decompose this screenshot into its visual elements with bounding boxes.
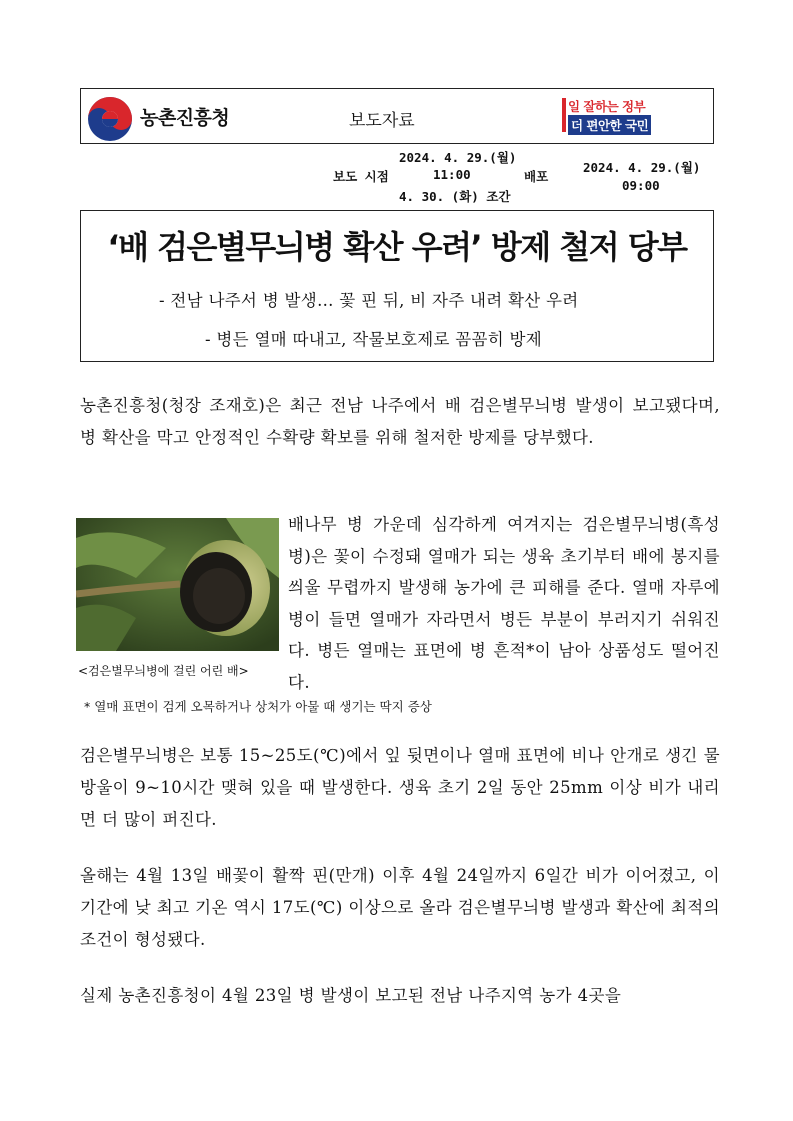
embargo-time: 11:00 (433, 167, 471, 182)
paragraph-1: 농촌진흥청(청장 조재호)은 최근 전남 나주에서 배 검은별무늬병 발생이 보고됐다며, 병 확산을 막고 안정적인 수확량 확보를 위해 철저한 방제를 당부했다. (80, 396, 720, 447)
slogan-line2: 더 편안한 국민 (568, 115, 651, 135)
embargo-morning-edition: 4. 30. (화) 조간 (399, 189, 511, 204)
subtitle-2: - 병든 열매 따내고, 작물보호제로 꼼꼼히 방제 (205, 330, 542, 349)
document-type: 보도자료 (349, 111, 415, 131)
headline: ‘배 검은별무늬병 확산 우려’ 방제 철저 당부 (107, 228, 687, 266)
slogan-logo (562, 94, 670, 138)
footnote: * 열매 표면이 검게 오목하거나 상처가 아물 때 생기는 딱지 증상 (84, 699, 432, 714)
diseased-pear-photo (76, 518, 279, 651)
paragraph-4: 올해는 4월 13일 배꽃이 활짝 핀(만개) 이후 4월 24일까지 6일간 비가 이어졌고, 이 기간에 낮 최고 기온 역시 17도(℃) 이상으로 올라 검은별무늬병 발생과 확산에 최적의 조건이 형성됐다. (80, 866, 720, 949)
agency-name: 농촌진흥청 (140, 107, 230, 129)
embargo-label: 보도 시점 (333, 169, 389, 184)
government-emblem-logo (86, 95, 134, 143)
pear-image (76, 518, 279, 651)
embargo-date: 2024. 4. 29.(월) (399, 150, 517, 165)
distribution-label: 배포 (524, 169, 549, 184)
distribution-time: 09:00 (622, 178, 660, 193)
paragraph-2: 배나무 병 가운데 심각하게 여겨지는 검은별무늬병(흑성병)은 꽃이 수정돼 열매가 되는 생육 초기부터 배에 봉지를 씌울 무렵까지 발생해 농가에 큰 피해를 준다. 열매 자루에 병이 들면 열매가 자라면서 병든 부분이 부러지기 쉬워진다. 병든 열매는 표면에 병 흔적*이 남아 상품성도 떨어진다. (288, 515, 720, 692)
subtitle-1: - 전남 나주서 병 발생… 꽃 핀 뒤, 비 자주 내려 확산 우려 (159, 291, 579, 310)
paragraph-5: 실제 농촌진흥청이 4월 23일 병 발생이 보고된 전남 나주지역 농가 4곳을 (80, 986, 622, 1005)
photo-caption: <검은별무늬병에 걸린 어린 배> (78, 664, 249, 678)
slogan-line1: 일 잘하는 정부 (568, 99, 646, 114)
slogan-bar (562, 98, 566, 132)
distribution-date: 2024. 4. 29.(월) (583, 160, 701, 175)
paragraph-3: 검은별무늬병은 보통 15~25도(℃)에서 잎 뒷면이나 열매 표면에 비나 안개로 생긴 물방울이 9~10시간 맺혀 있을 때 발생한다. 생육 초기 2일 동안 25mm 이상 비가 내리면 더 많이 퍼진다. (80, 746, 720, 829)
